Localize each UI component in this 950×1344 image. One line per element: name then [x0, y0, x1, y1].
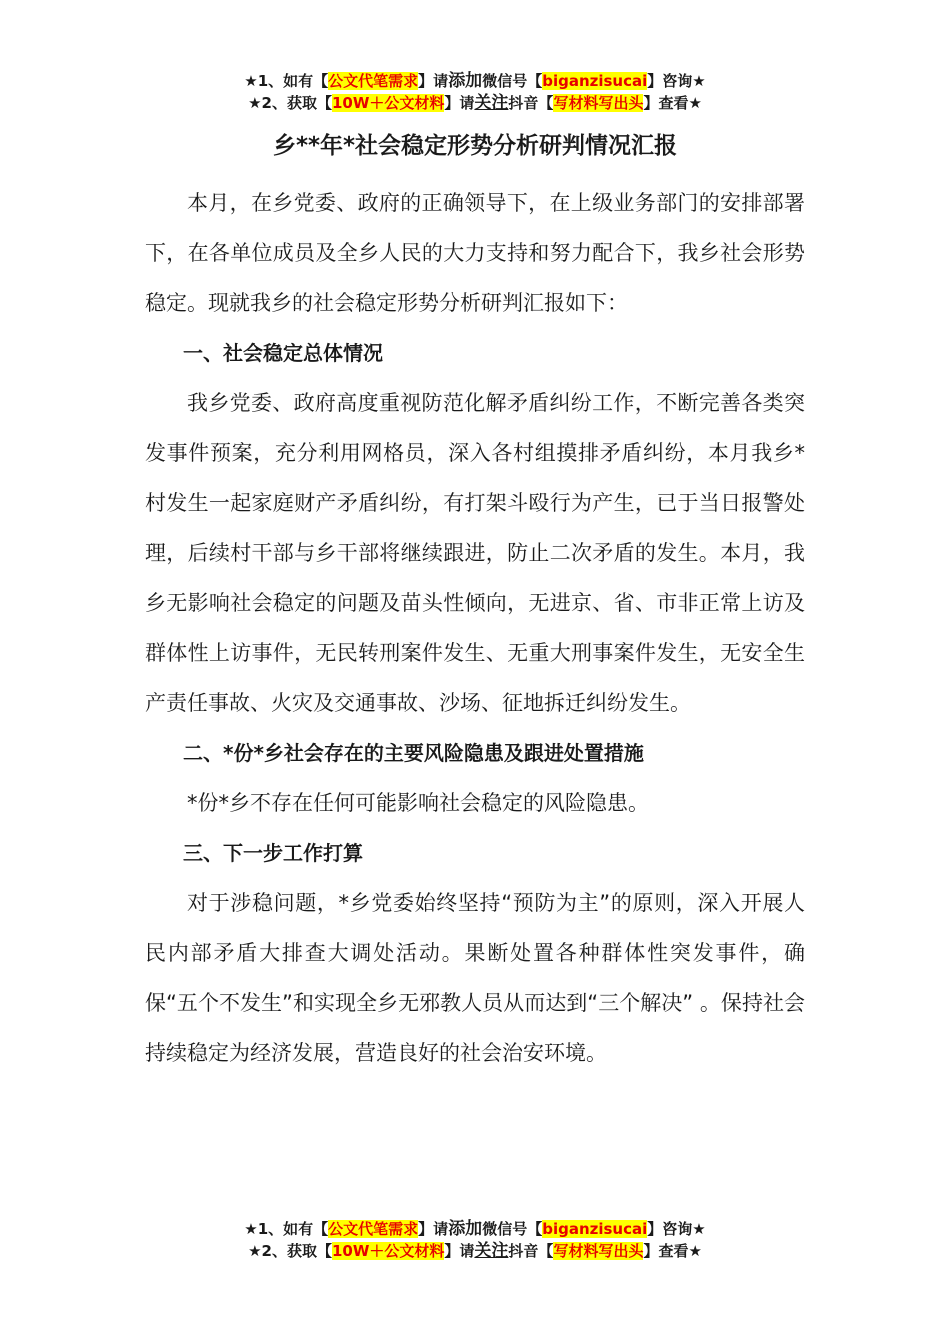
highlight-materials: 10W＋公文材料: [331, 1242, 445, 1260]
highlight-service: 公文代笔需求: [328, 1220, 419, 1238]
section-3-heading: 三、下一步工作打算: [183, 841, 363, 865]
highlight-service: 公文代笔需求: [328, 72, 419, 90]
section-1-body: 我乡党委、政府高度重视防范化解矛盾纠纷工作，不断完善各类突发事件预案，充分利用网格员，深入各村组摸排矛盾纠纷，本月我乡*村发生一起家庭财产矛盾纠纷，有打架斗殴行为产生，已于当日报警处理，后续村干部与乡干部将继续跟进，防止二次矛盾的发生。本月，我乡无影响社会稳定的问题及苗头性倾向，无进京、省、市非正常上访及群体性上访事件，无民转刑案件发生、无重大刑事案件发生，无安全生产责任事故、火灾及交通事故、沙场、征地拆迁纠纷发生。: [145, 391, 805, 715]
intro-paragraph: 本月，在乡党委、政府的正确领导下，在上级业务部门的安排部署下，在各单位成员及全乡人民的大力支持和努力配合下，我乡社会形势稳定。现就我乡的社会稳定形势分析研判汇报如下：: [145, 191, 805, 315]
promo-line-1: ★1、如有【公文代笔需求】请添加微信号【biganzisucai】咨询★: [244, 1219, 706, 1239]
doc-title: 乡**年*社会稳定形势分析研判情况汇报: [272, 133, 678, 159]
section-2-heading: 二、*份*乡社会存在的主要风险隐患及跟进处置措施: [183, 741, 644, 765]
highlight-douyin: 写材料写出头: [553, 94, 644, 112]
promo-line-1: ★1、如有【公文代笔需求】请添加微信号【biganzisucai】咨询★: [244, 71, 706, 91]
highlight-wechat-id: biganzisucai: [542, 72, 648, 90]
section-1-heading: 一、社会稳定总体情况: [183, 341, 383, 365]
promo-line-2: ★2、获取【10W＋公文材料】请关注抖音【写材料写出头】查看★: [248, 1241, 702, 1261]
promo-header: [0, 70, 950, 114]
document-body: [145, 128, 805, 1078]
highlight-douyin: 写材料写出头: [553, 1242, 644, 1260]
highlight-materials: 10W＋公文材料: [331, 94, 445, 112]
promo-line-2: ★2、获取【10W＋公文材料】请关注抖音【写材料写出头】查看★: [248, 93, 702, 113]
section-2-body: *份*乡不存在任何可能影响社会稳定的风险隐患。: [187, 791, 649, 815]
section-3-body: 对于涉稳问题，*乡党委始终坚持“预防为主”的原则，深入开展人民内部矛盾大排查大调处活动。果断处置各种群体性突发事件，确保“五个不发生”和实现全乡无邪教人员从而达到“三个解决” 。保持社会持续稳定为经济发展，营造良好的社会治安环境。: [145, 891, 805, 1065]
highlight-wechat-id: biganzisucai: [542, 1220, 648, 1238]
promo-footer: [0, 1218, 950, 1262]
